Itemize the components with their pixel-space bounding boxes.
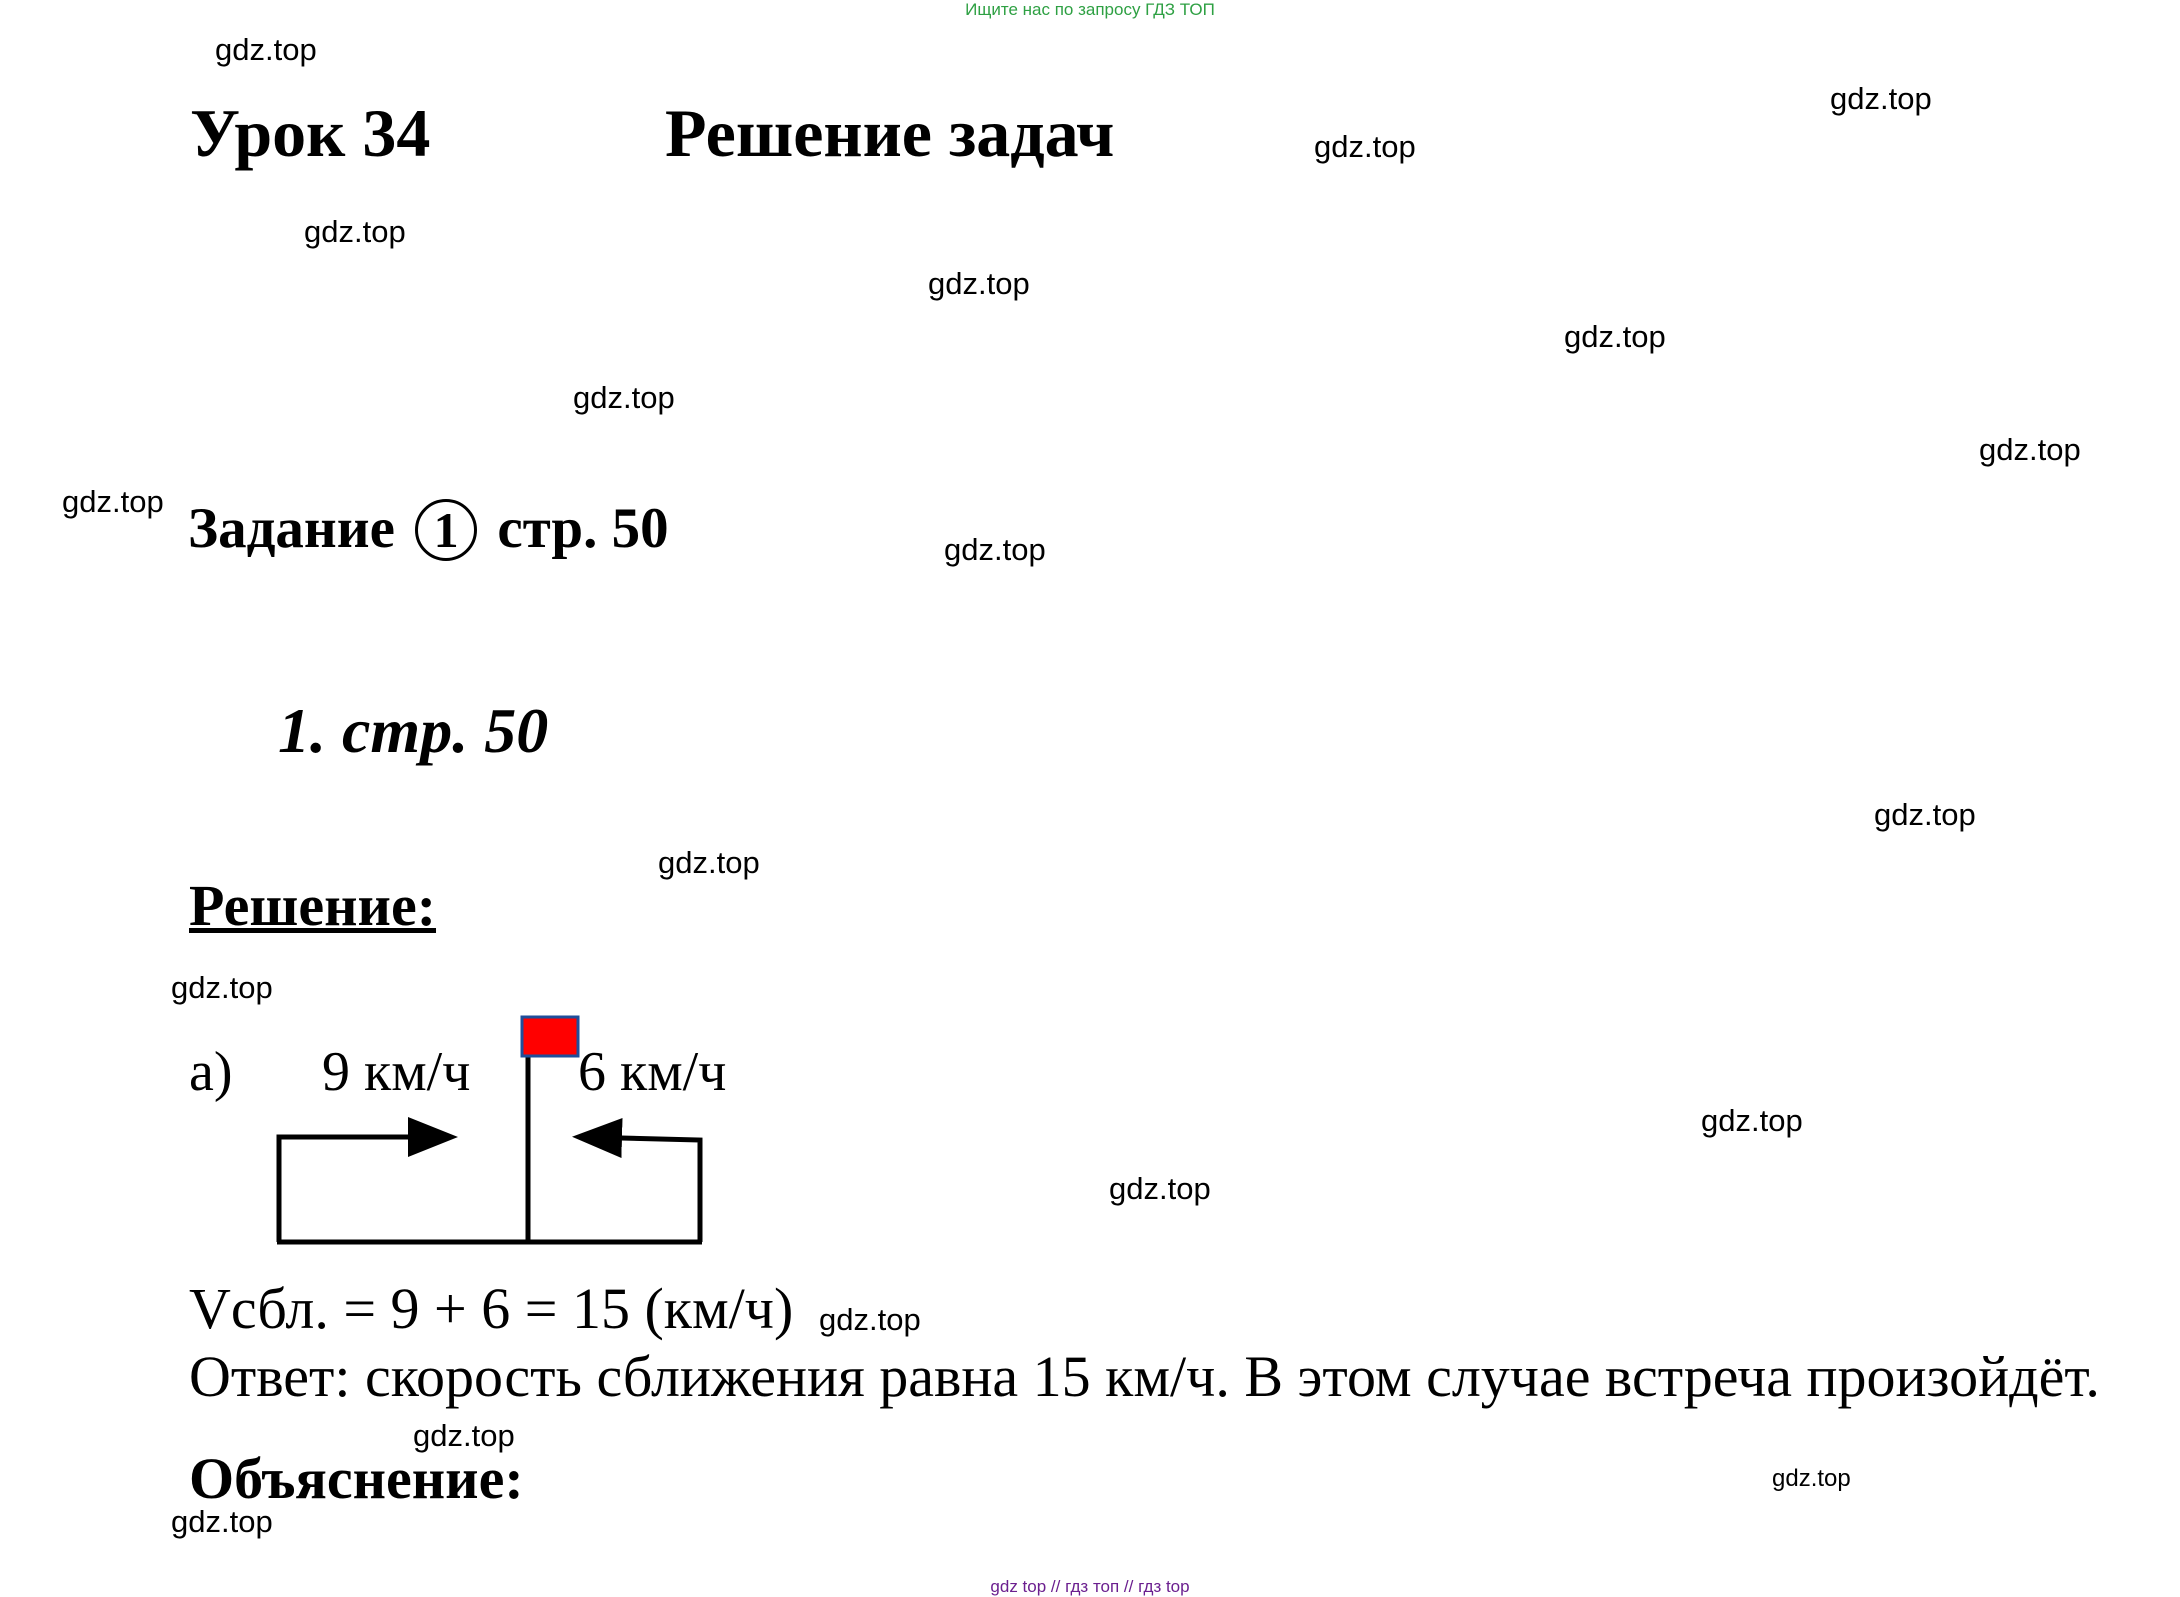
watermark: gdz.top [944, 532, 1046, 567]
watermark: gdz.top [1874, 797, 1976, 832]
explanation-heading: Объяснение: [189, 1446, 524, 1511]
watermark: gdz.top [304, 214, 406, 249]
footer-links: gdz top // гдз топ // гдз top [990, 1577, 1190, 1596]
watermark: gdz.top [1979, 432, 2081, 467]
watermark: gdz.top [1109, 1171, 1211, 1206]
watermark: gdz.top [171, 1504, 273, 1539]
watermark: gdz.top [62, 484, 164, 519]
topic-title: Решение задач [665, 95, 1115, 171]
flag-icon [522, 1017, 578, 1056]
watermark: gdz.top [1701, 1103, 1803, 1138]
exercise-ref: 1. стр. 50 [278, 695, 549, 766]
task-number-circle: 1 [415, 499, 477, 561]
watermark: gdz.top [215, 32, 317, 67]
watermark: gdz.top [928, 266, 1030, 301]
watermark: gdz.top [171, 970, 273, 1005]
answer-text: Ответ: скорость сближения равна 15 км/ч. В этом случае встреча произойдёт. [189, 1344, 2100, 1409]
watermark: gdz.top [1564, 319, 1666, 354]
watermark: gdz.top [1772, 1465, 1851, 1492]
speed-right-label: 6 км/ч [578, 1041, 727, 1103]
task-page-ref: стр. 50 [497, 497, 669, 560]
watermark: gdz.top [1830, 81, 1932, 116]
watermark: gdz.top [573, 380, 675, 415]
watermark: gdz.top [413, 1418, 515, 1453]
left-path-arrow [279, 1137, 448, 1242]
right-path-arrow [582, 1137, 700, 1242]
formula: Vсбл. = 9 + 6 = 15 (км/ч) [189, 1276, 794, 1341]
task-prefix: Задание [188, 497, 395, 560]
solution-heading: Решение: [189, 873, 437, 938]
part-label: а) [189, 1041, 233, 1103]
lesson-title: Урок 34 [190, 95, 431, 171]
speed-left-label: 9 км/ч [322, 1041, 471, 1103]
watermark: gdz.top [658, 845, 760, 880]
top-banner: Ищите нас по запросу ГДЗ ТОП [965, 0, 1215, 19]
watermark: gdz.top [819, 1302, 921, 1337]
watermark: gdz.top [1314, 129, 1416, 164]
